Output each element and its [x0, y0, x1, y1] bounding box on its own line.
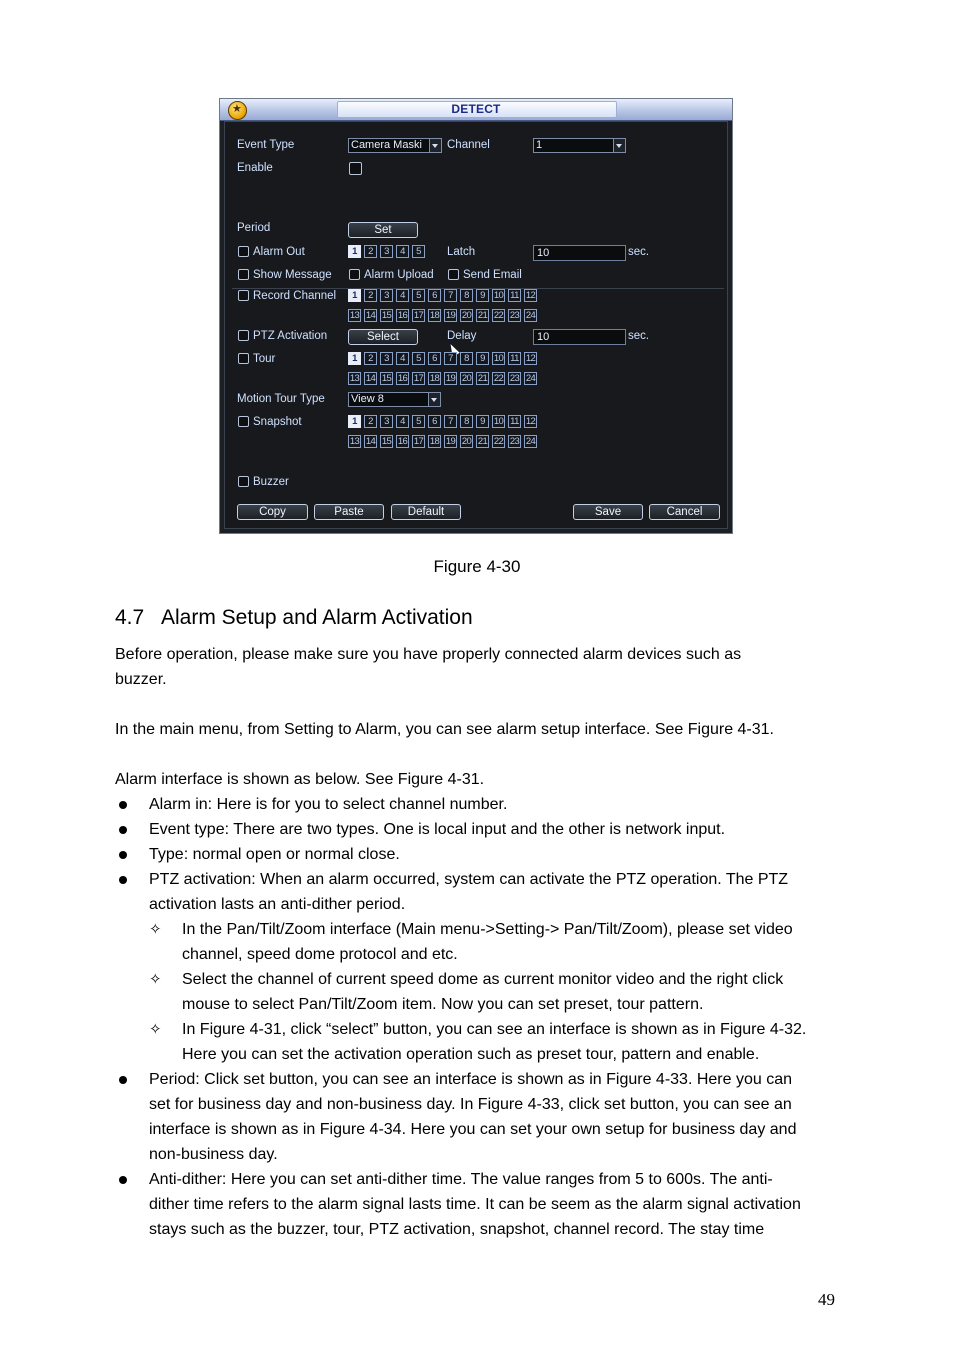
- snapshot-channel-3[interactable]: 3: [380, 415, 393, 428]
- record-channel-13[interactable]: 13: [349, 310, 360, 321]
- bullet-text: interface is shown as in Figure 4-34. Here you can set your own setup for business day and: [149, 1121, 797, 1138]
- alarm-out-channel-2[interactable]: 2: [364, 245, 377, 258]
- record-channel-10[interactable]: 10: [493, 290, 504, 301]
- record-channel-label: Record Channel: [253, 290, 337, 302]
- record-channel-7[interactable]: 7: [444, 289, 457, 302]
- record-channel-24[interactable]: 24: [525, 310, 536, 321]
- sub-item-text: In Figure 4-31, click “select” button, you can see an interface is shown as in Figure 4-32.: [182, 1021, 807, 1038]
- bullet-icon: [119, 1176, 127, 1184]
- bullet-text: activation lasts an anti-dither period.: [149, 896, 406, 913]
- motion-tour-type-label: Motion Tour Type: [237, 393, 325, 405]
- alarm-out-checkbox[interactable]: [238, 246, 249, 257]
- bullet-text: Anti-dither: Here you can set anti-dither time. The value ranges from 5 to 600s. The anti-: [149, 1171, 773, 1188]
- snapshot-channel-21[interactable]: 21: [477, 436, 488, 447]
- period-label: Period: [237, 222, 271, 234]
- snapshot-channel-1[interactable]: 1: [348, 415, 361, 428]
- record-channel-5[interactable]: 5: [412, 289, 425, 302]
- record-channel-checkbox[interactable]: [238, 290, 249, 301]
- enable-checkbox[interactable]: [349, 162, 362, 175]
- tour-channel-15[interactable]: 15: [381, 373, 392, 384]
- sub-item-text: channel, speed dome protocol and etc.: [182, 946, 458, 963]
- snapshot-channel-15[interactable]: 15: [381, 436, 392, 447]
- tour-channel-7[interactable]: 7: [444, 352, 457, 365]
- tour-channel-18[interactable]: 18: [429, 373, 440, 384]
- alarm-upload-checkbox[interactable]: [349, 269, 360, 280]
- snapshot-channel-13[interactable]: 13: [349, 436, 360, 447]
- tour-channel-3[interactable]: 3: [380, 352, 393, 365]
- snapshot-channel-2[interactable]: 2: [364, 415, 377, 428]
- section-title: Alarm Setup and Alarm Activation: [161, 606, 473, 629]
- bullet-icon: [119, 801, 127, 809]
- snapshot-channel-row2: [348, 435, 537, 448]
- select-button[interactable]: Select: [348, 329, 418, 345]
- bullet-icon: [119, 876, 127, 884]
- tour-channel-2[interactable]: 2: [364, 352, 377, 365]
- snapshot-channel-20[interactable]: 20: [461, 436, 472, 447]
- bullet-text: Period: Click set button, you can see an interface is shown as in Figure 4-33. Here you can: [149, 1071, 793, 1088]
- paste-button[interactable]: Paste: [314, 504, 384, 520]
- tour-channel-16[interactable]: 16: [397, 373, 408, 384]
- bullet-text: PTZ activation: When an alarm occurred, system can activate the PTZ operation. The PTZ: [149, 871, 789, 888]
- paragraph-1-line-2: buzzer.: [115, 671, 167, 688]
- tour-channel-22[interactable]: 22: [493, 373, 504, 384]
- record-channel-19[interactable]: 19: [445, 310, 456, 321]
- tour-channel-9[interactable]: 9: [476, 352, 489, 365]
- alarm-out-channel-3[interactable]: 3: [380, 245, 393, 258]
- record-channel-16[interactable]: 16: [397, 310, 408, 321]
- snapshot-channel-18[interactable]: 18: [429, 436, 440, 447]
- figure-caption: Figure 4-30: [433, 557, 521, 576]
- snapshot-channel-6[interactable]: 6: [428, 415, 441, 428]
- record-channel-row1: [348, 289, 537, 302]
- record-channel-3[interactable]: 3: [380, 289, 393, 302]
- chevron-down-icon: [428, 393, 440, 406]
- bullet-text: dither time refers to the alarm signal lasts time. It can be seem as the alarm signal activation: [149, 1196, 801, 1213]
- bullet-icon: [119, 851, 127, 859]
- paragraph-1-line-1: Before operation, please make sure you have properly connected alarm devices such as: [115, 646, 742, 663]
- tour-channel-12[interactable]: 12: [525, 353, 536, 364]
- paragraph-2: In the main menu, from Setting to Alarm, you can see alarm setup interface. See Figure 4-31.: [115, 721, 774, 738]
- sub-bullet-icon: ✧: [149, 920, 162, 938]
- snapshot-channel-row1: [348, 415, 537, 428]
- show-message-label: Show Message: [253, 269, 332, 281]
- sub-item-text: Select the channel of current speed dome as current monitor video and the right click: [182, 971, 784, 988]
- bullet-text: stays such as the buzzer, tour, PTZ activation, snapshot, channel record. The stay time: [149, 1221, 765, 1238]
- motion-tour-type-value: View 8: [351, 393, 384, 405]
- bullet-icon: [119, 1076, 127, 1084]
- send-email-label: Send Email: [463, 269, 522, 281]
- tour-channel-14[interactable]: 14: [365, 373, 376, 384]
- tour-checkbox[interactable]: [238, 353, 249, 364]
- snapshot-channel-11[interactable]: 11: [508, 415, 521, 428]
- alarm-out-channel-1[interactable]: 1: [348, 245, 361, 258]
- record-channel-14[interactable]: 14: [365, 310, 376, 321]
- snapshot-channel-4[interactable]: 4: [396, 415, 409, 428]
- tour-channel-1[interactable]: 1: [348, 352, 361, 365]
- snapshot-channel-16[interactable]: 16: [397, 436, 408, 447]
- default-button[interactable]: Default: [391, 504, 461, 520]
- event-type-label: Event Type: [237, 139, 295, 151]
- tour-channel-13[interactable]: 13: [349, 373, 360, 384]
- sub-bullet-icon: ✧: [149, 970, 162, 988]
- bullet-icon: [119, 826, 127, 834]
- latch-label: Latch: [447, 246, 476, 258]
- buzzer-checkbox[interactable]: [238, 476, 249, 487]
- record-channel-4[interactable]: 4: [396, 289, 409, 302]
- tour-channel-row2: [348, 372, 537, 385]
- ptz-activation-checkbox[interactable]: [238, 330, 249, 341]
- detect-dialog-screenshot: [219, 98, 733, 534]
- section-number: 4.7: [115, 606, 145, 629]
- record-channel-21[interactable]: 21: [477, 310, 488, 321]
- event-type-dropdown[interactable]: [348, 138, 442, 153]
- ptz-activation-label: PTZ Activation: [253, 330, 328, 342]
- set-button[interactable]: Set: [348, 222, 418, 238]
- record-channel-2[interactable]: 2: [364, 289, 377, 302]
- channel-dropdown[interactable]: [533, 138, 626, 153]
- delay-sec-label: sec.: [628, 330, 650, 342]
- tour-channel-11[interactable]: 11: [508, 352, 521, 365]
- alarm-out-channel-5[interactable]: 5: [412, 245, 425, 258]
- snapshot-checkbox[interactable]: [238, 416, 249, 427]
- bullet-text: Alarm in: Here is for you to select channel number.: [149, 796, 508, 813]
- record-channel-17[interactable]: 17: [413, 310, 424, 321]
- sub-item-text: Here you can set the activation operation such as preset tour, pattern and enable.: [182, 1046, 760, 1063]
- tour-channel-8[interactable]: 8: [460, 352, 473, 365]
- bullet-text: Event type: There are two types. One is local input and the other is network input.: [149, 821, 726, 838]
- snapshot-channel-7[interactable]: 7: [444, 415, 457, 428]
- motion-tour-type-dropdown[interactable]: [348, 392, 441, 407]
- record-channel-20[interactable]: 20: [461, 310, 472, 321]
- tour-channel-row1: [348, 352, 537, 365]
- cancel-button[interactable]: Cancel: [649, 504, 720, 520]
- record-channel-18[interactable]: 18: [429, 310, 440, 321]
- latch-input[interactable]: 10: [533, 245, 626, 261]
- record-channel-23[interactable]: 23: [509, 310, 520, 321]
- record-channel-8[interactable]: 8: [460, 289, 473, 302]
- chevron-down-icon: [613, 139, 625, 152]
- chevron-down-icon: [429, 139, 441, 152]
- page-number: 49: [818, 1290, 835, 1309]
- sub-item-text: mouse to select Pan/Tilt/Zoom item. Now you can set preset, tour pattern.: [182, 996, 704, 1013]
- record-channel-row2: [348, 309, 537, 322]
- record-channel-1[interactable]: 1: [348, 289, 361, 302]
- snapshot-channel-10[interactable]: 10: [493, 416, 504, 427]
- event-type-value: Camera Maski: [351, 139, 422, 151]
- snapshot-channel-23[interactable]: 23: [509, 436, 520, 447]
- tour-channel-24[interactable]: 24: [525, 373, 536, 384]
- paragraph-3: Alarm interface is shown as below. See Figure 4-31.: [115, 771, 485, 788]
- bullet-text: set for business day and non-business day. In Figure 4-33, click set button, you can see an: [149, 1096, 792, 1113]
- show-message-checkbox[interactable]: [238, 269, 249, 280]
- tour-label: Tour: [253, 353, 276, 365]
- buzzer-label: Buzzer: [253, 476, 289, 488]
- snapshot-channel-17[interactable]: 17: [413, 436, 424, 447]
- channel-value: 1: [536, 139, 543, 151]
- snapshot-label: Snapshot: [253, 416, 302, 428]
- delay-input[interactable]: 10: [533, 329, 626, 345]
- enable-label: Enable: [237, 162, 273, 174]
- tour-channel-21[interactable]: 21: [477, 373, 488, 384]
- tour-channel-20[interactable]: 20: [461, 373, 472, 384]
- record-channel-12[interactable]: 12: [525, 290, 536, 301]
- alarm-upload-label: Alarm Upload: [364, 269, 434, 281]
- delay-label: Delay: [447, 330, 477, 342]
- tour-channel-5[interactable]: 5: [412, 352, 425, 365]
- latch-sec-label: sec.: [628, 246, 650, 258]
- alarm-out-channel-4[interactable]: 4: [396, 245, 409, 258]
- sub-item-text: In the Pan/Tilt/Zoom interface (Main menu->Setting-> Pan/Tilt/Zoom), please set video: [182, 921, 793, 938]
- snapshot-channel-12[interactable]: 12: [525, 416, 536, 427]
- save-button[interactable]: Save: [573, 504, 643, 520]
- tour-channel-4[interactable]: 4: [396, 352, 409, 365]
- snapshot-channel-14[interactable]: 14: [365, 436, 376, 447]
- alarm-out-label: Alarm Out: [253, 246, 305, 258]
- dialog-titlebar: [220, 99, 732, 121]
- copy-button[interactable]: Copy: [237, 504, 308, 520]
- snapshot-channel-24[interactable]: 24: [525, 436, 536, 447]
- tour-channel-19[interactable]: 19: [445, 373, 456, 384]
- snapshot-channel-5[interactable]: 5: [412, 415, 425, 428]
- snapshot-channel-9[interactable]: 9: [476, 415, 489, 428]
- tour-channel-10[interactable]: 10: [493, 353, 504, 364]
- record-channel-11[interactable]: 11: [508, 289, 521, 302]
- record-channel-6[interactable]: 6: [428, 289, 441, 302]
- channel-label: Channel: [447, 139, 490, 151]
- bullet-text: non-business day.: [149, 1146, 278, 1163]
- dialog-title: DETECT: [451, 102, 501, 116]
- tour-channel-6[interactable]: 6: [428, 352, 441, 365]
- tour-channel-17[interactable]: 17: [413, 373, 424, 384]
- bullet-text: Type: normal open or normal close.: [149, 846, 400, 863]
- snapshot-channel-19[interactable]: 19: [445, 436, 456, 447]
- alarm-out-channel-list: [348, 245, 425, 258]
- section-heading: [115, 606, 473, 630]
- snapshot-channel-8[interactable]: 8: [460, 415, 473, 428]
- record-channel-15[interactable]: 15: [381, 310, 392, 321]
- tour-channel-23[interactable]: 23: [509, 373, 520, 384]
- sub-bullet-icon: ✧: [149, 1020, 162, 1038]
- snapshot-channel-22[interactable]: 22: [493, 436, 504, 447]
- dialog-body: [224, 121, 728, 529]
- record-channel-22[interactable]: 22: [493, 310, 504, 321]
- send-email-checkbox[interactable]: [448, 269, 459, 280]
- record-channel-9[interactable]: 9: [476, 289, 489, 302]
